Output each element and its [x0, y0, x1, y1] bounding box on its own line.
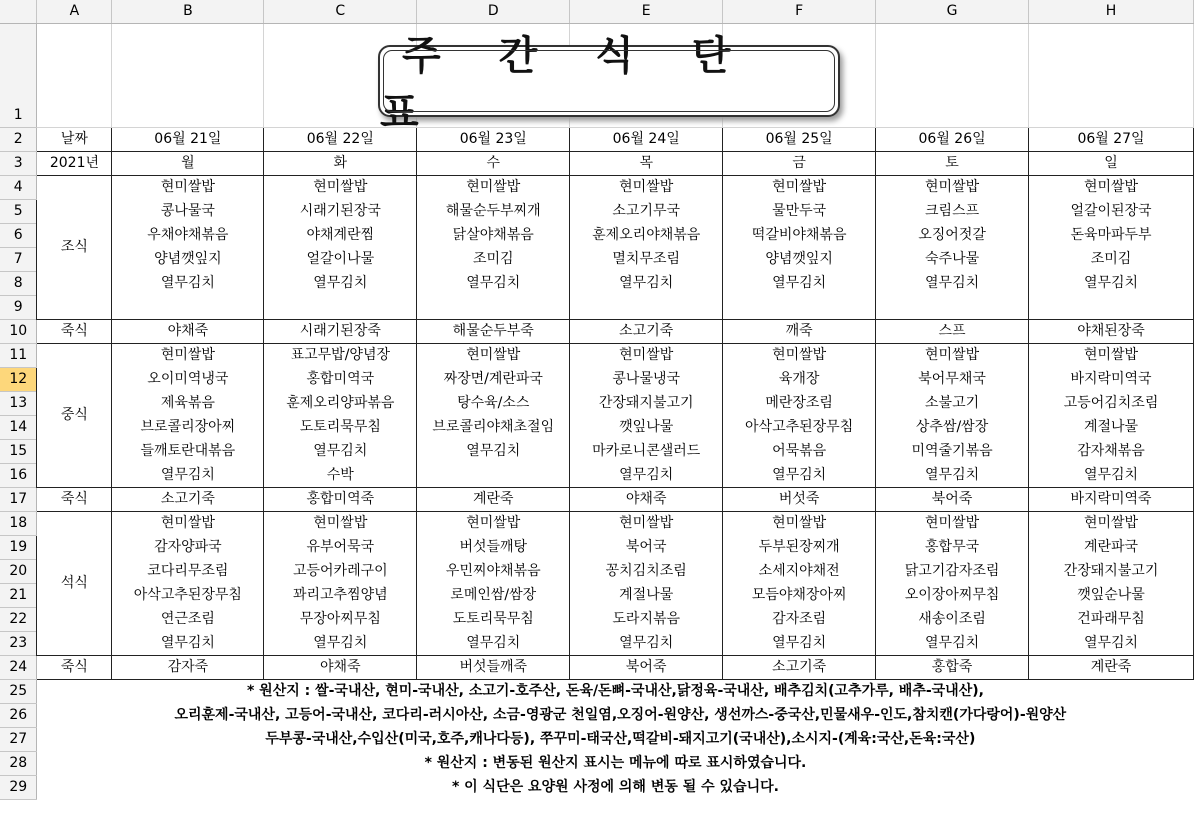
row-header-14[interactable]: 14	[0, 416, 37, 440]
dinner-item[interactable]: 두부된장찌개	[723, 536, 876, 560]
breakfast-item[interactable]: 열무김치	[723, 272, 876, 296]
row-header-12[interactable]: 12	[0, 368, 37, 392]
lunch-item[interactable]: 깻잎나물	[570, 416, 723, 440]
breakfast-item[interactable]: 크림스프	[876, 200, 1029, 224]
row-header-18[interactable]: 18	[0, 512, 37, 536]
breakfast-item[interactable]: 양념깻잎지	[112, 248, 264, 272]
breakfast-item[interactable]: 현미쌀밥	[417, 176, 570, 200]
row-header-8[interactable]: 8	[0, 272, 37, 296]
dinner-item[interactable]: 도라지볶음	[570, 608, 723, 632]
lunch-item[interactable]: 열무김치	[570, 464, 723, 488]
date-2[interactable]: 06월 22일	[264, 128, 417, 152]
porridge1-item[interactable]: 시래기된장죽	[264, 320, 417, 344]
column-header-E[interactable]: E	[570, 0, 723, 24]
dinner-item[interactable]: 현미쌀밥	[723, 512, 876, 536]
lunch-item[interactable]: 계절나물	[1029, 416, 1194, 440]
breakfast-item[interactable]: 현미쌀밥	[723, 176, 876, 200]
lunch-item[interactable]: 탕수육/소스	[417, 392, 570, 416]
porridge3-item[interactable]: 계란죽	[1029, 656, 1194, 680]
dinner-item[interactable]: 감자양파국	[112, 536, 264, 560]
breakfast-item[interactable]: 열무김치	[570, 272, 723, 296]
lunch-item[interactable]: 육개장	[723, 368, 876, 392]
porridge2-item[interactable]: 북어죽	[876, 488, 1029, 512]
row-header-6[interactable]: 6	[0, 224, 37, 248]
lunch-item[interactable]: 메란장조림	[723, 392, 876, 416]
porridge1-item[interactable]: 해물순두부죽	[417, 320, 570, 344]
row-header-9[interactable]: 9	[0, 296, 37, 320]
breakfast-item[interactable]: 열무김치	[112, 272, 264, 296]
cell-B1[interactable]	[112, 24, 264, 128]
row-header-2[interactable]: 2	[0, 128, 37, 152]
lunch-item[interactable]: 미역줄기볶음	[876, 440, 1029, 464]
porridge3-item[interactable]: 감자죽	[112, 656, 264, 680]
lunch-item[interactable]: 어묵볶음	[723, 440, 876, 464]
dinner-item[interactable]: 계란파국	[1029, 536, 1194, 560]
dinner-item[interactable]: 열무김치	[1029, 632, 1194, 656]
row-header-24[interactable]: 24	[0, 656, 37, 680]
lunch-item[interactable]: 훈제오리양파볶음	[264, 392, 417, 416]
porridge3-item[interactable]: 홍합죽	[876, 656, 1029, 680]
date-6[interactable]: 06월 26일	[876, 128, 1029, 152]
dinner-item[interactable]: 현미쌀밥	[417, 512, 570, 536]
dinner-item[interactable]: 연근조림	[112, 608, 264, 632]
porridge2-item[interactable]: 버섯죽	[723, 488, 876, 512]
day-5[interactable]: 금	[723, 152, 876, 176]
breakfast-item[interactable]: 현미쌀밥	[570, 176, 723, 200]
porridge2-item[interactable]: 홍합미역죽	[264, 488, 417, 512]
select-all-corner[interactable]	[0, 0, 37, 24]
dinner-item[interactable]: 로메인쌈/쌈장	[417, 584, 570, 608]
row-header-5[interactable]: 5	[0, 200, 37, 224]
row-header-11[interactable]: 11	[0, 344, 37, 368]
porridge3-label[interactable]: 죽식	[37, 656, 112, 680]
dinner-item[interactable]: 홍합무국	[876, 536, 1029, 560]
porridge2-item[interactable]: 소고기죽	[112, 488, 264, 512]
row-header-27[interactable]: 27	[0, 728, 37, 752]
breakfast-item[interactable]	[876, 296, 1029, 320]
origin-note-2[interactable]: 오리훈제-국내산, 고등어-국내산, 코다리-러시아산, 소금-영광군 천일염,오징어-원양산, 생선까스-중국산,민물새우-인도,참치캔(가다랑어)-원양산	[164, 707, 1067, 723]
dinner-item[interactable]: 열무김치	[723, 632, 876, 656]
breakfast-item[interactable]: 열무김치	[876, 272, 1029, 296]
lunch-item[interactable]: 브로콜리장아찌	[112, 416, 264, 440]
column-header-G[interactable]: G	[876, 0, 1029, 24]
column-header-H[interactable]: H	[1029, 0, 1194, 24]
row-header-29[interactable]: 29	[0, 776, 37, 800]
lunch-item[interactable]: 고등어김치조림	[1029, 392, 1194, 416]
dinner-item[interactable]: 코다리무조림	[112, 560, 264, 584]
origin-note-1[interactable]: * 원산지 : 쌀-국내산, 현미-국내산, 소고기-호주산, 돈육/돈뼈-국내산,닭정육-국내산, 배추김치(고추가루, 배추-국내산),	[246, 683, 984, 700]
row-header-22[interactable]: 22	[0, 608, 37, 632]
row-header-4[interactable]: 4	[0, 176, 37, 200]
row-header-28[interactable]: 28	[0, 752, 37, 776]
lunch-item[interactable]: 들깨토란대볶음	[112, 440, 264, 464]
porridge2-label[interactable]: 죽식	[37, 488, 112, 512]
lunch-item[interactable]: 간장돼지불고기	[570, 392, 723, 416]
column-header-B[interactable]: B	[112, 0, 264, 24]
lunch-item[interactable]: 현미쌀밥	[1029, 344, 1194, 368]
porridge3-item[interactable]: 소고기죽	[723, 656, 876, 680]
row-header-10[interactable]: 10	[0, 320, 37, 344]
row-header-15[interactable]: 15	[0, 440, 37, 464]
day-6[interactable]: 토	[876, 152, 1029, 176]
breakfast-item[interactable]: 숙주나물	[876, 248, 1029, 272]
breakfast-item[interactable]: 우채야채볶음	[112, 224, 264, 248]
lunch-item[interactable]: 열무김치	[876, 464, 1029, 488]
lunch-item[interactable]	[417, 464, 570, 488]
lunch-item[interactable]: 현미쌀밥	[876, 344, 1029, 368]
lunch-item[interactable]: 콩나물냉국	[570, 368, 723, 392]
lunch-item[interactable]: 열무김치	[112, 464, 264, 488]
lunch-item[interactable]: 현미쌀밥	[112, 344, 264, 368]
porridge2-item[interactable]: 야채죽	[570, 488, 723, 512]
breakfast-item[interactable]: 열무김치	[1029, 272, 1194, 296]
dinner-item[interactable]: 북어국	[570, 536, 723, 560]
porridge3-item[interactable]: 버섯들깨죽	[417, 656, 570, 680]
lunch-item[interactable]: 열무김치	[264, 440, 417, 464]
dinner-item[interactable]: 현미쌀밥	[570, 512, 723, 536]
lunch-item[interactable]: 열무김치	[417, 440, 570, 464]
cell-G1[interactable]	[876, 24, 1029, 128]
dinner-item[interactable]: 깻잎순나물	[1029, 584, 1194, 608]
lunch-item[interactable]: 감자채볶음	[1029, 440, 1194, 464]
lunch-item[interactable]: 현미쌀밥	[723, 344, 876, 368]
lunch-item[interactable]: 홍합미역국	[264, 368, 417, 392]
dinner-item[interactable]: 우민찌야채볶음	[417, 560, 570, 584]
dinner-item[interactable]: 현미쌀밥	[264, 512, 417, 536]
lunch-item[interactable]: 현미쌀밥	[417, 344, 570, 368]
breakfast-item[interactable]	[112, 296, 264, 320]
row-header-23[interactable]: 23	[0, 632, 37, 656]
lunch-item[interactable]: 열무김치	[723, 464, 876, 488]
date-3[interactable]: 06월 23일	[417, 128, 570, 152]
lunch-item[interactable]: 오이미역냉국	[112, 368, 264, 392]
row-header-3[interactable]: 3	[0, 152, 37, 176]
breakfast-item[interactable]	[570, 296, 723, 320]
breakfast-item[interactable]: 오징어젓갈	[876, 224, 1029, 248]
lunch-item[interactable]: 표고무밥/양념장	[264, 344, 417, 368]
lunch-item[interactable]: 도토리묵무침	[264, 416, 417, 440]
lunch-item[interactable]: 소불고기	[876, 392, 1029, 416]
date-label[interactable]: 날짜	[37, 128, 112, 152]
row-header-25[interactable]: 25	[0, 680, 37, 704]
date-1[interactable]: 06월 21일	[112, 128, 264, 152]
day-1[interactable]: 월	[112, 152, 264, 176]
porridge2-item[interactable]: 바지락미역죽	[1029, 488, 1194, 512]
lunch-item[interactable]: 짜장면/계란파국	[417, 368, 570, 392]
title-box	[378, 33, 840, 136]
dinner-item[interactable]: 고등어카레구이	[264, 560, 417, 584]
breakfast-item[interactable]	[1029, 296, 1194, 320]
origin-note-5[interactable]: * 이 식단은 요양원 사정에 의해 변동 될 수 있습니다.	[451, 779, 779, 795]
breakfast-item[interactable]: 열무김치	[417, 272, 570, 296]
row-header-21[interactable]: 21	[0, 584, 37, 608]
row-header-16[interactable]: 16	[0, 464, 37, 488]
breakfast-item[interactable]: 얼갈이나물	[264, 248, 417, 272]
breakfast-item[interactable]: 떡갈비야채볶음	[723, 224, 876, 248]
porridge3-item[interactable]: 야채죽	[264, 656, 417, 680]
dinner-item[interactable]: 열무김치	[570, 632, 723, 656]
dinner-item[interactable]: 꽈리고추찜양념	[264, 584, 417, 608]
breakfast-item[interactable]: 현미쌀밥	[112, 176, 264, 200]
porridge1-item[interactable]: 스프	[876, 320, 1029, 344]
cell-H1[interactable]	[1029, 24, 1194, 128]
porridge2-item[interactable]: 계란죽	[417, 488, 570, 512]
dinner-item[interactable]: 현미쌀밥	[112, 512, 264, 536]
porridge3-item[interactable]: 북어죽	[570, 656, 723, 680]
dinner-item[interactable]: 모듬야채장아찌	[723, 584, 876, 608]
lunch-item[interactable]: 상추쌈/쌈장	[876, 416, 1029, 440]
breakfast-item[interactable]: 현미쌀밥	[1029, 176, 1194, 200]
breakfast-item[interactable]: 소고기무국	[570, 200, 723, 224]
cell-A1[interactable]	[37, 24, 112, 128]
breakfast-item[interactable]: 해물순두부찌개	[417, 200, 570, 224]
porridge1-item[interactable]: 깨죽	[723, 320, 876, 344]
lunch-item[interactable]: 수박	[264, 464, 417, 488]
porridge1-item[interactable]: 야채죽	[112, 320, 264, 344]
breakfast-item[interactable]: 양념깻잎지	[723, 248, 876, 272]
column-header-F[interactable]: F	[723, 0, 876, 24]
breakfast-item[interactable]: 현미쌀밥	[264, 176, 417, 200]
lunch-item[interactable]: 마카로니콘샐러드	[570, 440, 723, 464]
row-header-1[interactable]: 1	[0, 24, 37, 128]
row-header-17[interactable]: 17	[0, 488, 37, 512]
origin-note-3[interactable]: 두부콩-국내산,수입산(미국,호주,캐나다등), 쭈꾸미-태국산,떡갈비-돼지고기(국내산),소시지-(계육:국산,돈육:국산)	[255, 731, 976, 747]
lunch-label[interactable]: 중식	[37, 344, 112, 488]
year-label[interactable]: 2021년	[37, 152, 112, 176]
dinner-item[interactable]: 열무김치	[876, 632, 1029, 656]
page-title: 주 간 식 단 표	[380, 33, 753, 136]
dinner-item[interactable]: 새송이조림	[876, 608, 1029, 632]
column-header-A[interactable]: A	[37, 0, 112, 24]
dinner-item[interactable]: 열무김치	[112, 632, 264, 656]
dinner-item[interactable]: 소세지야채전	[723, 560, 876, 584]
breakfast-item[interactable]: 물만두국	[723, 200, 876, 224]
dinner-item[interactable]: 건파래무침	[1029, 608, 1194, 632]
day-2[interactable]: 화	[264, 152, 417, 176]
breakfast-item[interactable]	[417, 296, 570, 320]
breakfast-item[interactable]: 현미쌀밥	[876, 176, 1029, 200]
lunch-item[interactable]: 북어무채국	[876, 368, 1029, 392]
dinner-item[interactable]: 계절나물	[570, 584, 723, 608]
lunch-item[interactable]: 제육볶음	[112, 392, 264, 416]
porridge1-label[interactable]: 죽식	[37, 320, 112, 344]
row-header-20[interactable]: 20	[0, 560, 37, 584]
row-header-13[interactable]: 13	[0, 392, 37, 416]
breakfast-item[interactable]: 시래기된장국	[264, 200, 417, 224]
dinner-item[interactable]: 감자조림	[723, 608, 876, 632]
dinner-item[interactable]: 열무김치	[417, 632, 570, 656]
dinner-item[interactable]: 닭고기감자조림	[876, 560, 1029, 584]
breakfast-item[interactable]: 얼갈이된장국	[1029, 200, 1194, 224]
breakfast-item[interactable]: 조미김	[417, 248, 570, 272]
lunch-item[interactable]: 바지락미역국	[1029, 368, 1194, 392]
row-header-19[interactable]: 19	[0, 536, 37, 560]
breakfast-item[interactable]: 멸치무조림	[570, 248, 723, 272]
dinner-label[interactable]: 석식	[37, 512, 112, 656]
dinner-item[interactable]: 열무김치	[264, 632, 417, 656]
dinner-item[interactable]: 오이장아찌무침	[876, 584, 1029, 608]
day-7[interactable]: 일	[1029, 152, 1194, 176]
breakfast-item[interactable]	[723, 296, 876, 320]
column-header-C[interactable]: C	[264, 0, 417, 24]
lunch-item[interactable]: 아삭고추된장무침	[723, 416, 876, 440]
breakfast-label[interactable]: 조식	[37, 176, 112, 320]
date-7[interactable]: 06월 27일	[1029, 128, 1194, 152]
lunch-item[interactable]: 현미쌀밥	[570, 344, 723, 368]
day-3[interactable]: 수	[417, 152, 570, 176]
dinner-item[interactable]: 꽁치김치조림	[570, 560, 723, 584]
breakfast-item[interactable]: 훈제오리야채볶음	[570, 224, 723, 248]
porridge1-item[interactable]: 야채된장죽	[1029, 320, 1194, 344]
dinner-item[interactable]: 버섯들깨탕	[417, 536, 570, 560]
dinner-item[interactable]: 도토리묵무침	[417, 608, 570, 632]
lunch-item[interactable]: 브로콜리야채초절임	[417, 416, 570, 440]
breakfast-item[interactable]: 돈육마파두부	[1029, 224, 1194, 248]
dinner-item[interactable]: 현미쌀밥	[1029, 512, 1194, 536]
dinner-item[interactable]: 유부어묵국	[264, 536, 417, 560]
row-header-7[interactable]: 7	[0, 248, 37, 272]
lunch-item[interactable]: 열무김치	[1029, 464, 1194, 488]
origin-note-4[interactable]: * 원산지 : 변동된 원산지 표시는 메뉴에 따로 표시하였습니다.	[424, 755, 807, 771]
day-4[interactable]: 목	[570, 152, 723, 176]
dinner-item[interactable]: 현미쌀밥	[876, 512, 1029, 536]
dinner-item[interactable]: 무장아찌무침	[264, 608, 417, 632]
breakfast-item[interactable]: 열무김치	[264, 272, 417, 296]
row-header-26[interactable]: 26	[0, 704, 37, 728]
porridge1-item[interactable]: 소고기죽	[570, 320, 723, 344]
dinner-item[interactable]: 간장돼지불고기	[1029, 560, 1194, 584]
breakfast-item[interactable]	[264, 296, 417, 320]
date-5[interactable]: 06월 25일	[723, 128, 876, 152]
breakfast-item[interactable]: 콩나물국	[112, 200, 264, 224]
breakfast-item[interactable]: 조미김	[1029, 248, 1194, 272]
breakfast-item[interactable]: 야채계란찜	[264, 224, 417, 248]
breakfast-item[interactable]: 닭살야채볶음	[417, 224, 570, 248]
column-header-D[interactable]: D	[417, 0, 570, 24]
dinner-item[interactable]: 아삭고추된장무침	[112, 584, 264, 608]
date-4[interactable]: 06월 24일	[570, 128, 723, 152]
